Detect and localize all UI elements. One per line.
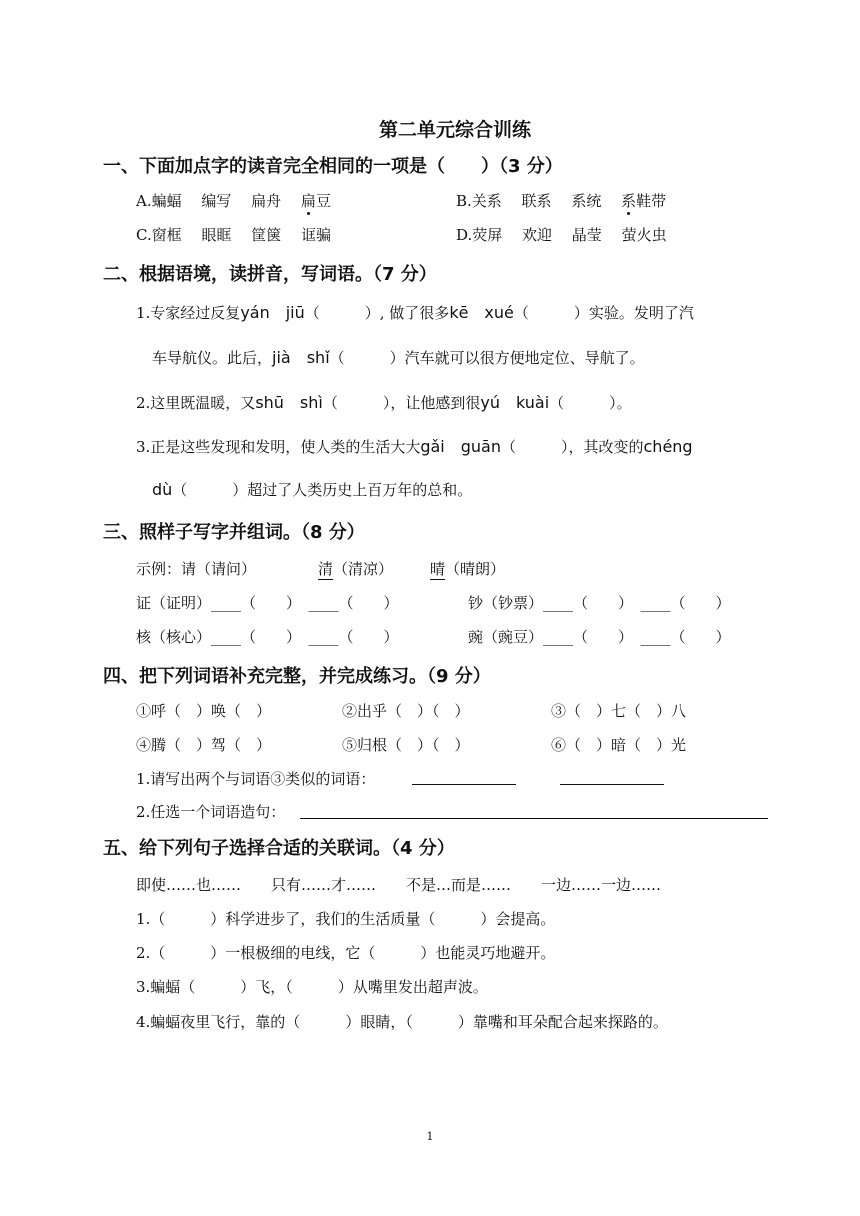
option-b: B.关系 联系 系统 系鞋带	[456, 192, 667, 210]
section-5-heading: 五、给下列句子选择合适的关联词。（4 分）	[103, 838, 455, 859]
s5-q3: 3.蝙蝠（ ）飞，（ ）从嘴里发出超声波。	[136, 978, 488, 996]
page-title: 第二单元综合训练	[378, 119, 531, 141]
s3-example: 示例：请（请问）	[136, 560, 257, 578]
s4-q1: 1.请写出两个与词语③类似的词语：	[136, 770, 376, 788]
s2-q1-line2: 车导航仪。此后，jià shǐ（ ）汽车就可以很方便地定位、导航了。	[152, 348, 645, 367]
s4-word-5: ⑤归根（ ）（ ）	[342, 736, 470, 754]
option-a: A.蝙蝠 编写 扁舟 扁豆	[136, 192, 331, 210]
s3-row1-left: 证（证明）____（ ） ____（ ）	[136, 594, 399, 612]
s5-q4: 4.蝙蝠夜里飞行，靠的（ ）眼睛，（ ）靠嘴和耳朵配合起来探路的。	[136, 1013, 668, 1031]
s3-example-3: 晴（晴朗）	[430, 560, 506, 578]
page-number: 1	[426, 1130, 434, 1143]
s4-q2: 2.任选一个词语造句：	[136, 803, 286, 821]
s5-q1: 1.（ ）科学进步了，我们的生活质量（ ）会提高。	[136, 910, 556, 928]
s5-q2: 2.（ ）一根极细的电线，它（ ）也能灵巧地避开。	[136, 944, 556, 962]
section-2-heading: 二、根据语境，读拼音，写词语。（7 分）	[103, 264, 437, 285]
s4-q1-blank-2	[560, 784, 664, 785]
s3-row2-left: 核（核心）____（ ） ____（ ）	[136, 628, 399, 646]
s4-word-1: ①呼（ ）唤（ ）	[136, 702, 272, 720]
s3-row2-right: 豌（豌豆）____（ ） ____（ ）	[468, 628, 731, 646]
section-4-heading: 四、把下列词语补充完整，并完成练习。（9 分）	[103, 666, 491, 687]
s4-word-6: ⑥（ ）暗（ ）光	[551, 736, 687, 754]
option-d: D.荧屏 欢迎 晶莹 萤火虫	[456, 226, 667, 244]
s4-word-4: ④腾（ ）驾（ ）	[136, 736, 272, 754]
s5-options: 即使……也…… 只有……才…… 不是…而是…… 一边……一边……	[136, 876, 662, 894]
s4-q1-blank-1	[412, 784, 516, 785]
option-c: C.窗框 眼眶 筐箧 诓骗	[136, 226, 332, 244]
s4-word-2: ②出乎（ ）（ ）	[342, 702, 470, 720]
section-1-heading: 一、下面加点字的读音完全相同的一项是（ ）（3 分）	[103, 156, 563, 177]
s4-word-3: ③（ ）七（ ）八	[551, 702, 687, 720]
s4-q2-blank	[300, 818, 768, 819]
s2-q3-line1: 3.正是这些发现和发明，使人类的生活大大gǎi guān（ ），其改变的chéng	[136, 437, 693, 456]
s3-row1-right: 钞（钞票）____（ ） ____（ ）	[468, 594, 731, 612]
s2-q2: 2.这里既温暖，又shū shì（ ），让他感到很yú kuài（ ）。	[136, 393, 632, 412]
s3-example-2: 清（清凉）	[318, 560, 394, 578]
s2-q1-line1: 1.专家经过反复yán jiū（ ）, 做了很多kē xué（ ）实验。发明了汽	[136, 303, 694, 322]
s2-q3-line2: dù（ ）超过了人类历史上百万年的总和。	[152, 480, 473, 499]
section-3-heading: 三、照样子写字并组词。（8 分）	[103, 522, 365, 543]
